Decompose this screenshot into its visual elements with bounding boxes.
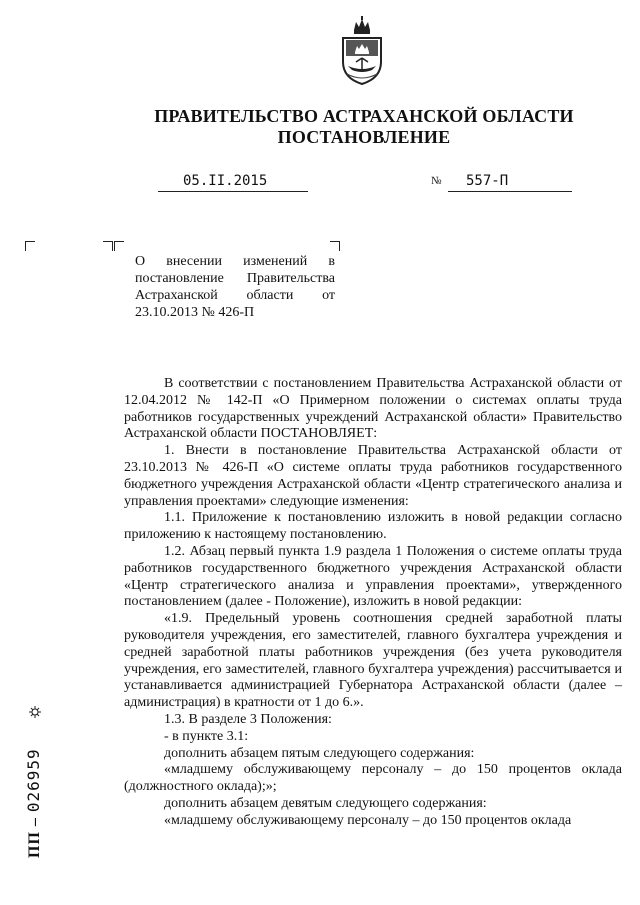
document-number: 557-П bbox=[466, 173, 509, 189]
paragraph-add-ninth: дополнить абзацем девятым следующего содержания: bbox=[164, 795, 487, 811]
number-underline bbox=[448, 191, 572, 192]
date-underline bbox=[158, 191, 308, 192]
star-mark-icon bbox=[29, 706, 41, 718]
document-subject: О внесении изменений в постановление Правительства Астраханской области от 23.10.2013 № 426-П bbox=[135, 254, 335, 320]
corner-mark-mid-left bbox=[114, 241, 124, 251]
document-type: ПОСТАНОВЛЕНИЕ bbox=[277, 127, 451, 147]
paragraph-item-1-2: 1.2. Абзац первый пункта 1.9 раздела 1 Положения о системе оплаты труда работников государственного бюджетного учреждения Астраханской области «Центр стратегического анализа и управления проектами», утвержденного постановлением (далее - Положение), изложить в новой редакции: bbox=[124, 543, 622, 610]
paragraph-add-fifth: дополнить абзацем пятым следующего содержания: bbox=[164, 745, 475, 761]
paragraph-point-3-1: - в пункте 3.1: bbox=[164, 728, 249, 744]
corner-mark-mid-right bbox=[103, 241, 113, 251]
document-date: 05.II.2015 bbox=[183, 173, 268, 189]
paragraph-preamble: В соответствии с постановлением Правительства Астраханской области от 12.04.2012 № 142-П «О Примерном положении о системах оплаты труда работников государственных учреждений Астраханской области» Правительство Астраханской области ПОСТАНОВЛЯЕТ: bbox=[124, 376, 622, 442]
paragraph-quote-fifth: «младшему обслуживающему персоналу – до 150 процентов оклада (должностного оклада);»; bbox=[124, 762, 622, 795]
paragraph-item-1-1: 1.1. Приложение к постановлению изложить в новой редакции согласно приложению к настоящему постановлению. bbox=[124, 510, 622, 543]
document-body bbox=[124, 376, 622, 830]
corner-mark-left bbox=[25, 241, 35, 251]
form-serial-stamp bbox=[24, 748, 44, 858]
paragraph-item-1: 1. Внести в постановление Правительства Астраханской области от 23.10.2013 № 426-П «О системе оплаты труда работников государственного бюджетного учреждения Астраханской области «Центр стратегического анализа и управления проектами» следующие изменения: bbox=[124, 443, 622, 509]
form-serial-number: 026959 bbox=[24, 748, 43, 813]
coat-of-arms-icon bbox=[339, 16, 385, 86]
government-name: ПРАВИТЕЛЬСТВО АСТРАХАНСКОЙ ОБЛАСТИ bbox=[154, 106, 574, 126]
number-sign: № bbox=[431, 175, 442, 187]
paragraph-item-1-3: 1.3. В разделе 3 Положения: bbox=[164, 711, 332, 727]
form-series: ПП – bbox=[26, 817, 43, 858]
corner-mark-right bbox=[330, 241, 340, 251]
paragraph-quote-1-9: «1.9. Предельный уровень соотношения средней заработной платы руководителя учреждения, его заместителей, главного бухгалтера учреждения и средней заработной платы работников учреждения (без учета руководителя учреждения, его заместителей, главного бухгалтера учреждения) рассчитывается и устанавливается администрацией Губернатора Астраханской области (далее – администрация) в кратности от 1 до 6.». bbox=[124, 611, 622, 711]
paragraph-quote-ninth: «младшему обслуживающему персоналу – до 150 процентов оклада bbox=[164, 812, 572, 828]
